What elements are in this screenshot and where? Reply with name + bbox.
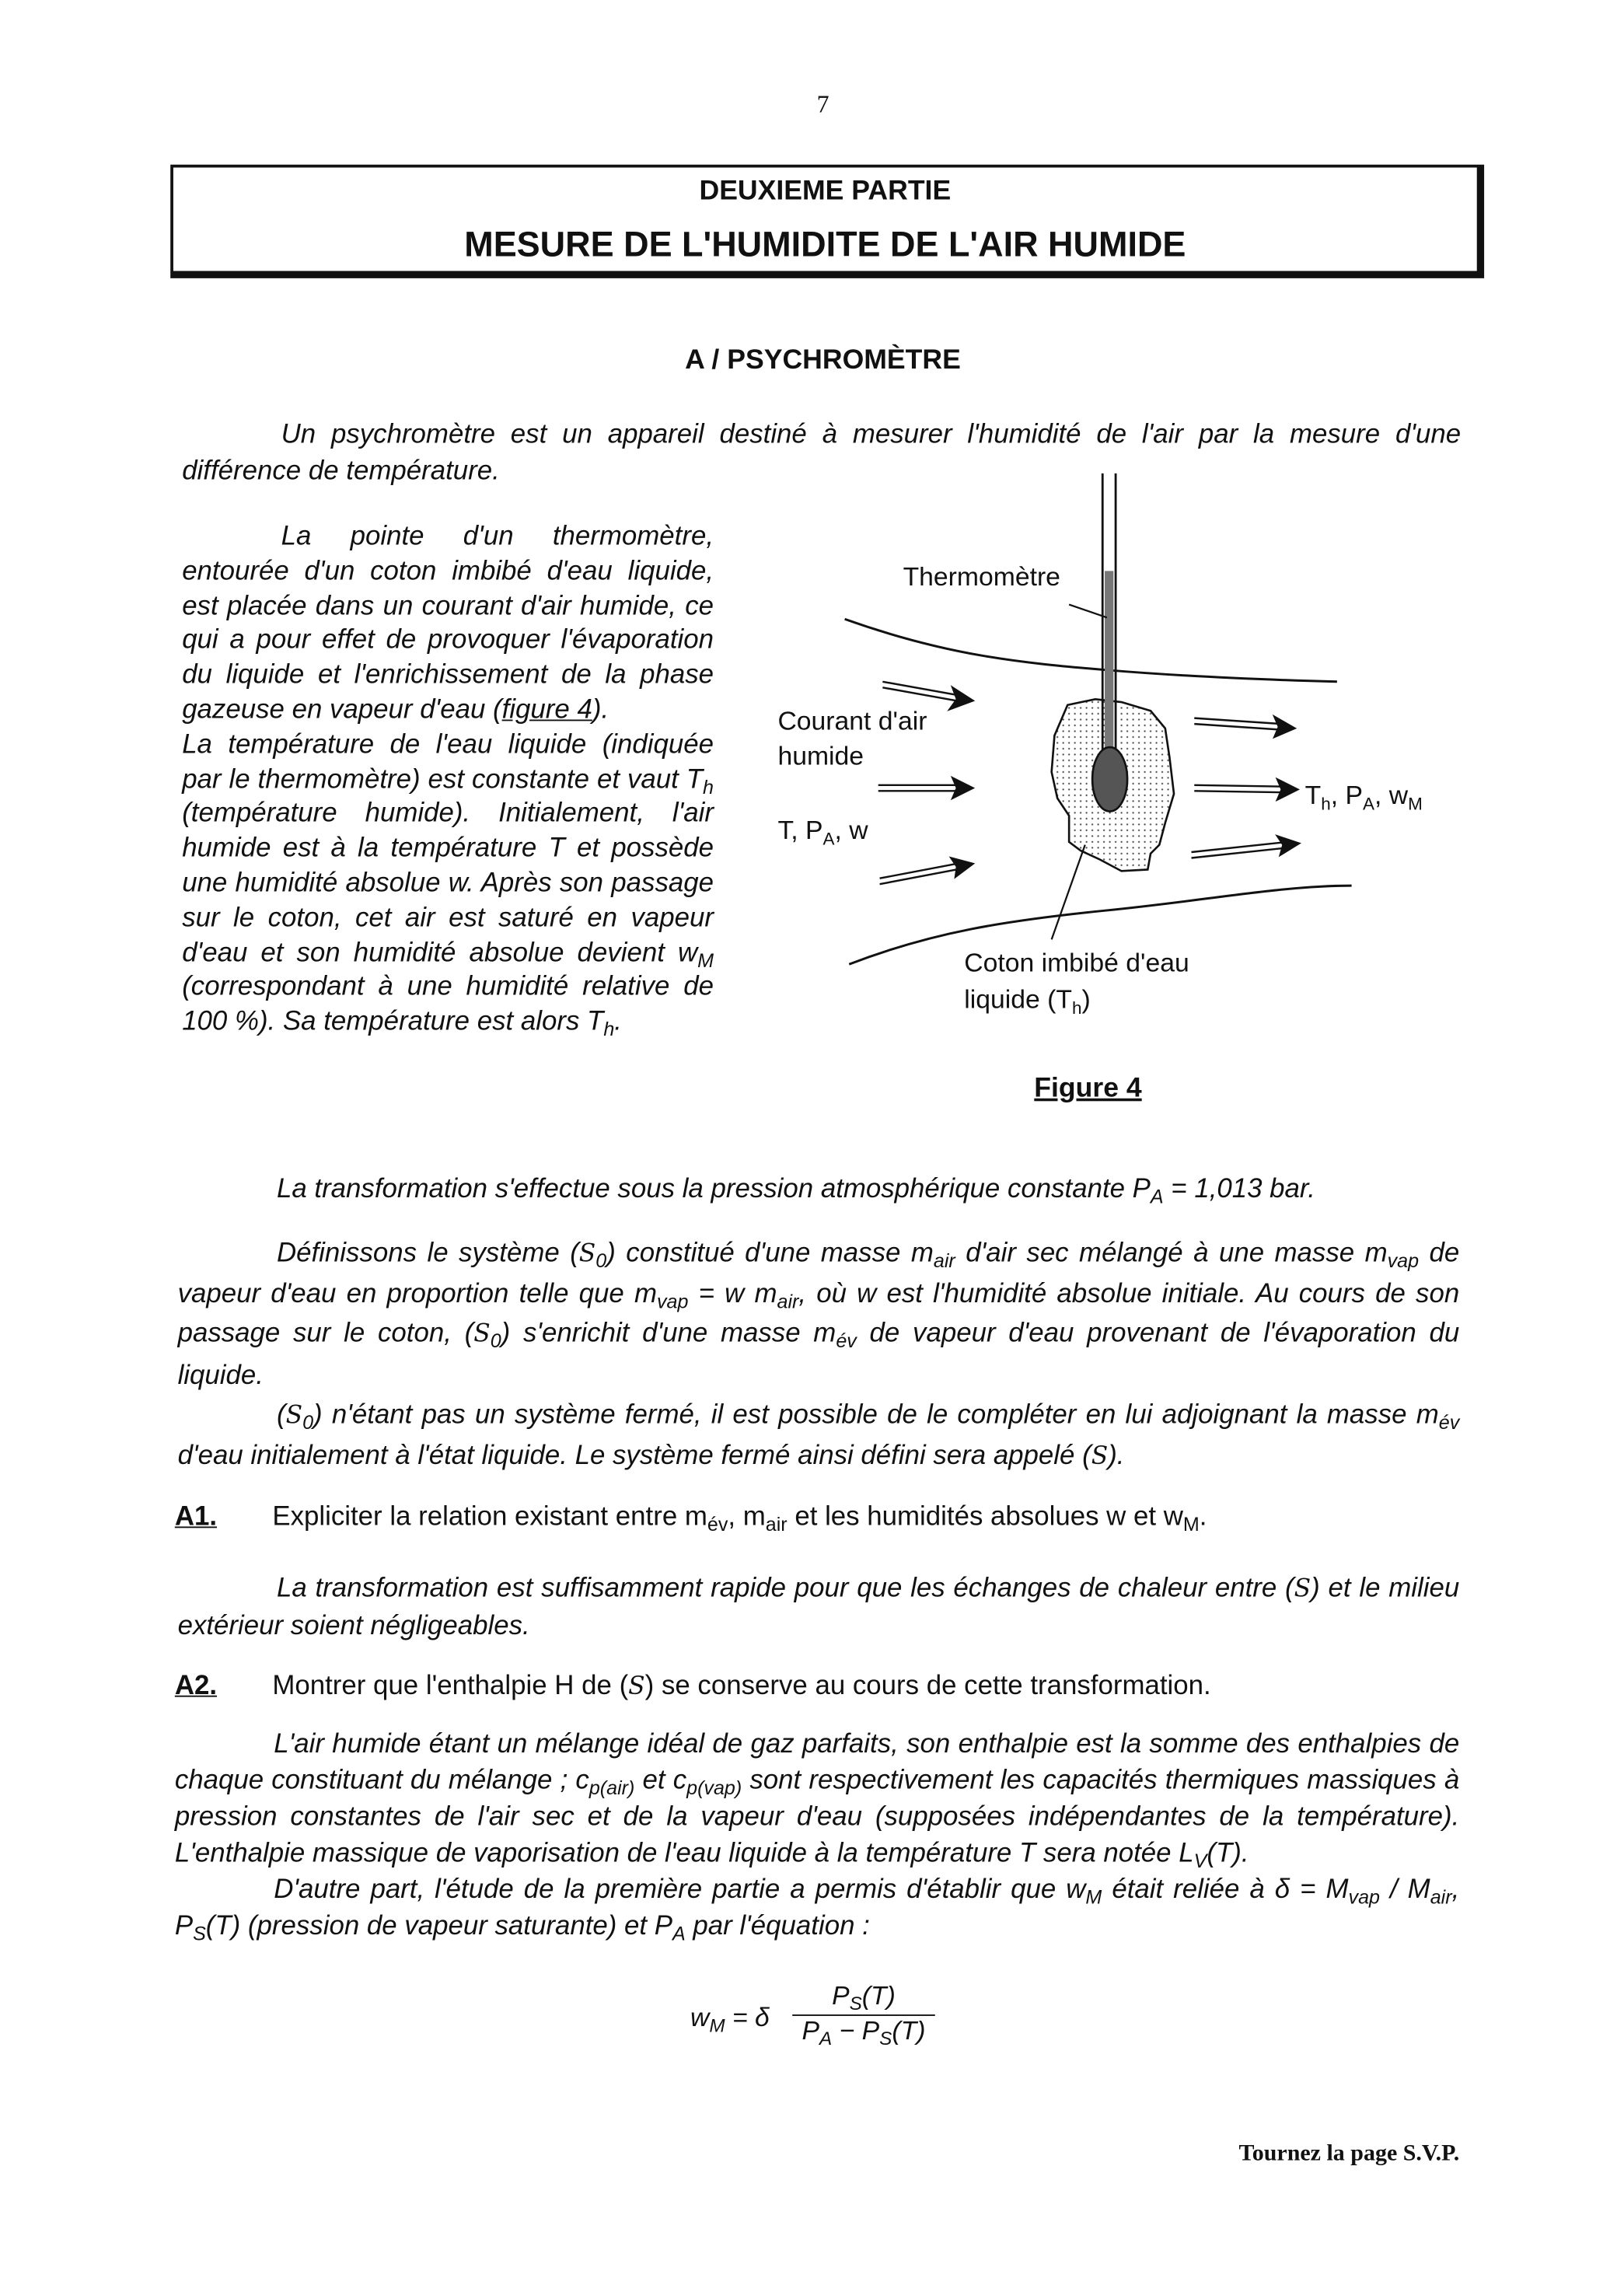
outlet-arrows (1192, 717, 1300, 858)
system-symbol: S (578, 1238, 596, 1267)
subscript: 0 (302, 1411, 314, 1434)
enthalpy-paragraph (175, 1724, 1459, 1870)
air-stream-upper-boundary (845, 619, 1337, 682)
text-run: Montrer que l'enthalpie H de ( (272, 1669, 629, 1700)
question-a2-label: A2. (174, 1669, 218, 1700)
page-number: 7 (816, 90, 829, 118)
text-run: ). (1108, 1439, 1125, 1470)
text-run: (correspondant à une humidité relative de 100 %). Sa température est alors T (182, 970, 714, 1036)
subscript: év (1438, 1411, 1460, 1434)
text-run: (température humide). Initialement, l'air humide est à la température T et possède une humidité absolue w. Après son passage sur le coton, cet air est saturé en vapeur d'eau et son humidité absolue devient w (182, 797, 714, 967)
text-run: ). (592, 693, 609, 725)
subscript: p(vap) (686, 1777, 742, 1799)
subscript: M (1085, 1886, 1102, 1909)
text-run: ) et le milieu extérieur soient négligeables. (177, 1571, 1460, 1640)
left-column (182, 519, 714, 1039)
text-run: . (614, 1005, 622, 1036)
text-run: La température de l'eau liquide (indiquée par le thermomètre) est constante et vaut T (182, 728, 714, 794)
text-run: ) s'enrichit d'une masse m (501, 1317, 836, 1348)
text-run: , où w est l'humidité absolue initiale. Au cours de son passage sur le coton, ( (177, 1277, 1460, 1348)
double-arrow-icon (880, 858, 973, 884)
adiabatic-paragraph (178, 1569, 1460, 1644)
subscript: vap (1387, 1249, 1420, 1272)
subscript: air (765, 1513, 788, 1536)
text-run: de vapeur d'eau en proportion telle que m (177, 1236, 1460, 1308)
subscript: A (1150, 1186, 1164, 1208)
double-arrow-icon (1192, 836, 1300, 858)
system-symbol: S (1294, 1573, 1311, 1602)
text-run: (T) (pression de vapeur saturante) et P (205, 1909, 673, 1941)
equation-fraction (792, 1980, 935, 2049)
left-paragraph-1 (182, 519, 714, 727)
text-run: = δ (725, 2003, 770, 2032)
subscript: p(air) (588, 1777, 635, 1799)
text-run: La pointe d'un thermomètre, entourée d'un coton imbibé d'eau liquide, est placée dans un courant d'air humide, ce qui a pour effet de provoquer l'évaporation du liquide et l'enrichissement de la phase gazeuse en vapeur d'eau ( (182, 519, 714, 725)
double-arrow-icon (878, 777, 973, 798)
subscript: M (709, 2014, 725, 2036)
equation-denominator (792, 2015, 935, 2049)
subscript: air (777, 1291, 799, 1313)
question-a2-text (272, 1669, 1452, 1701)
text-run: sont respectivement les capacités thermiques massiques à pression constantes de l'air sec et de la vapeur d'eau (supposées indépendantes de la température). L'enthalpie massique de vaporisation de l'eau liquide à la température T sera notée L (174, 1763, 1460, 1867)
text-run: ) se conserve au cours de cette transformation. (644, 1669, 1211, 1700)
air-current-label-line2: humide (777, 741, 864, 771)
section-title: A / PSYCHROMÈTRE (685, 345, 961, 376)
thermometer-column (1105, 571, 1113, 757)
thermometer-leader-line (1069, 605, 1107, 618)
subscript: h (703, 775, 714, 798)
cotton-leader-line (1052, 845, 1085, 940)
text-run: . (1199, 1500, 1207, 1532)
subscript: év (707, 1513, 728, 1536)
text-run: , m (728, 1500, 766, 1532)
system-symbol: S (628, 1670, 645, 1700)
text-run: Définissons le système ( (276, 1236, 579, 1267)
thermometer-label: Thermomètre (903, 562, 1060, 592)
text-run: La transformation est suffisamment rapide pour que les échanges de chaleur entre ( (276, 1571, 1294, 1602)
pressure-paragraph (182, 1169, 1461, 1206)
text-run: de vapeur d'eau provenant de l'évaporation du liquide. (177, 1317, 1460, 1389)
text-run: Un psychromètre est un appareil destiné à mesurer l'humidité de l'air par la mesure d'une différence de température. (182, 418, 1462, 485)
equation-numerator (792, 1981, 935, 2016)
text-run: = w m (688, 1277, 777, 1308)
double-arrow-icon (1194, 779, 1297, 799)
text-run: Expliciter la relation existant entre m (272, 1500, 707, 1532)
subscript: S (849, 1992, 862, 2014)
enthalpy-paragraphs (175, 1724, 1459, 1943)
text-run: d'air sec mélangé à une masse m (955, 1236, 1388, 1267)
text-run: D'autre part, l'étude de la première partie a permis d'établir que w (274, 1873, 1086, 1904)
subscript: vap (1348, 1886, 1380, 1909)
question-a1-label: A1. (174, 1500, 218, 1532)
outlet-conditions-label: $T_h$, $P_A$, $w_M$ (1304, 781, 1423, 814)
text-run: (T) (861, 1980, 896, 2011)
left-paragraph-2 (182, 726, 714, 1041)
figure-reference-link[interactable]: figure 4 (501, 693, 592, 725)
part-title: MESURE DE L'HUMIDITE DE L'AIR HUMIDE (464, 225, 1186, 265)
thermometer-bulb (1092, 747, 1127, 811)
part-label: DEUXIEME PARTIE (699, 176, 952, 208)
text-run: ( (276, 1398, 286, 1429)
system-definition (178, 1232, 1460, 1476)
double-arrow-icon (1194, 717, 1294, 737)
subscript: A (672, 1923, 686, 1945)
subscript: S (193, 1923, 206, 1945)
subscript: 0 (490, 1330, 501, 1353)
subscript: 0 (595, 1249, 607, 1272)
text-run: P (802, 2015, 820, 2046)
subscript: M (1182, 1513, 1200, 1536)
subscript: vap (657, 1291, 689, 1313)
system-symbol: S (1091, 1440, 1109, 1470)
subscript: V (1193, 1850, 1207, 1872)
figure-caption: Figure 4 (1034, 1071, 1142, 1103)
text-run: ) constitué d'une masse m (606, 1236, 934, 1267)
text-run: w (690, 2003, 710, 2032)
subscript: M (697, 949, 714, 971)
subscript: h (603, 1018, 615, 1041)
question-a1-text (272, 1500, 1452, 1536)
text-run: L'air humide étant un mélange idéal de gaz parfaits, son enthalpie est la somme des enthalpies de chaque constituant du mélange ; c (174, 1727, 1460, 1795)
text-run: était reliée à δ = M (1102, 1873, 1349, 1904)
text-run: P (832, 1980, 850, 2011)
equation-lhs (690, 2003, 770, 2036)
subscript: air (933, 1249, 955, 1272)
text-run: (T). (1207, 1836, 1249, 1867)
text-run: , P (174, 1873, 1460, 1941)
text-run: et les humidités absolues w et w (787, 1500, 1183, 1532)
subscript: A (819, 2027, 833, 2049)
double-arrow-icon (882, 682, 973, 710)
cotton-label-line1: Coton imbibé d'eau (964, 948, 1189, 978)
saturation-paragraph (175, 1871, 1459, 1944)
cotton-label-line2: liquide $(T_h)$ (964, 984, 1091, 1018)
question-a1 (174, 1500, 1457, 1536)
text-run: La transformation s'effectue sous la pression atmosphérique constante P (276, 1172, 1151, 1204)
text-run: − P (832, 2015, 880, 2046)
system-symbol: S (285, 1399, 303, 1429)
text-run: / M (1379, 1873, 1430, 1904)
system-paragraph-2 (178, 1394, 1460, 1476)
text-run: (T) (892, 2015, 926, 2046)
subscript: air (1430, 1886, 1452, 1909)
text-run: d'eau initialement à l'état liquide. Le système fermé ainsi défini sera appelé ( (177, 1439, 1091, 1470)
inlet-conditions-label: T, $P_A$, w (777, 816, 868, 849)
air-current-label-line1: Courant d'air (777, 706, 927, 736)
system-symbol: S (473, 1319, 491, 1348)
subscript: S (879, 2027, 892, 2049)
text-run: et c (634, 1763, 687, 1795)
text-run: par l'équation : (685, 1909, 870, 1941)
figure-4-psychrometer (757, 466, 1456, 1122)
part-header-box (170, 165, 1484, 278)
system-paragraph-1 (178, 1232, 1460, 1394)
text-run: ) n'étant pas un système fermé, il est possible de le compléter en lui adjoignant la masse m (313, 1398, 1439, 1429)
text-run: = 1,013 bar. (1163, 1172, 1315, 1204)
footer-turn-page: Tournez la page S.V.P. (1238, 2141, 1460, 2166)
subscript: év (836, 1330, 857, 1353)
question-a2 (175, 1669, 1457, 1701)
